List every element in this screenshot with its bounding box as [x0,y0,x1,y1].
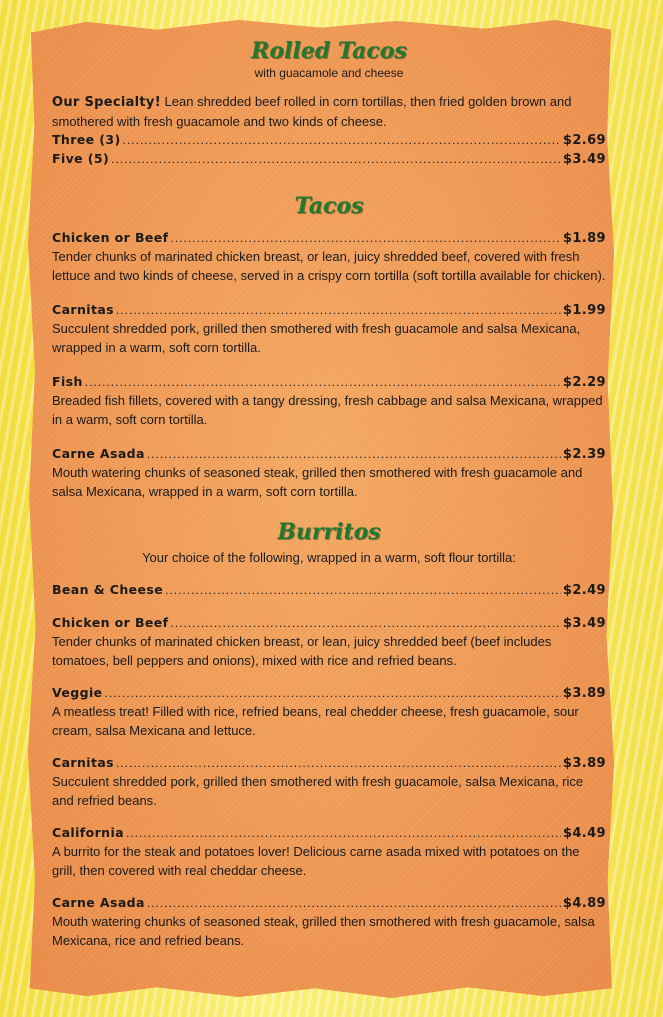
item-name: Bean & Cheese [52,582,164,597]
menu-item-row [52,150,606,169]
dot-leader [126,824,561,842]
rolled-tacos-subtitle: with guacamole and cheese [254,66,404,80]
tacos-section [52,191,606,501]
menu-item-row [52,301,606,320]
dot-leader [171,614,561,632]
item-price: $1.99 [562,303,606,318]
menu-item-row [52,229,606,248]
menu-content [52,36,606,964]
item-name: Carnitas [52,755,115,770]
burritos-title: Burritos [277,519,381,545]
menu-item [52,229,606,285]
item-name: California [52,825,124,840]
menu-item [52,581,606,600]
dot-leader [116,301,561,319]
menu-item-row [52,824,606,843]
item-price: $2.29 [562,375,606,390]
item-name: Veggie [52,685,103,700]
item-description: Mouth watering chunks of seasoned steak, grilled then smothered with fresh guacamole and salsa Mexicana, wrapped in a warm, soft corn tortilla. [52,465,583,499]
menu-item-row [52,614,606,633]
specialty-text: Lean shredded beef rolled in corn tortillas, then fried golden brown and smothered with fresh guacamole and two kinds of cheese. [52,94,572,129]
menu-item [52,684,606,740]
item-name: Carnitas [52,302,115,317]
item-description: Succulent shredded pork, grilled then smothered with fresh guacamole and salsa Mexicana, wrapped in a warm, soft corn tortilla. [52,321,581,355]
menu-item-row [52,445,606,464]
dot-leader [147,894,561,912]
item-name: Carne Asada [52,446,145,461]
menu-item-row [52,373,606,392]
item-description: Tender chunks of marinated chicken breast, or lean, juicy shredded beef (beef includes tomatoes, bell peppers and onions), mixed with rice and refried beans. [52,634,552,668]
item-price: $1.89 [562,231,606,246]
menu-item-row [52,754,606,773]
menu-item [52,894,606,950]
menu-item-row [52,581,606,600]
dot-leader [111,150,561,168]
item-name: Five (5) [52,151,110,166]
menu-item [52,373,606,429]
dot-leader [171,229,561,247]
item-price: $2.39 [562,447,606,462]
item-description: A meatless treat! Filled with rice, refried beans, real chedder cheese, fresh guacamole, sour cream, salsa Mexicana and lettuce. [52,704,579,738]
dot-leader [123,131,561,149]
dot-leader [165,581,561,599]
item-price: $4.49 [562,826,606,841]
item-name: Chicken or Beef [52,615,169,630]
item-name: Fish [52,374,83,389]
item-price: $3.49 [562,152,606,167]
item-name: Chicken or Beef [52,230,169,245]
item-price: $3.89 [562,686,606,701]
menu-item [52,824,606,880]
item-name: Carne Asada [52,895,145,910]
item-price: $3.89 [562,756,606,771]
item-description: Mouth watering chunks of seasoned steak, grilled then smothered with fresh guacamole, salsa Mexicana, rice and refried beans. [52,914,595,948]
item-price: $4.89 [562,896,606,911]
rolled-tacos-section [52,36,606,169]
item-description: Breaded fish fillets, covered with a tangy dressing, fresh cabbage and salsa Mexicana, wrapped in a warm, soft corn tortilla. [52,393,603,427]
item-description: Tender chunks of marinated chicken breast, or lean, juicy shredded beef, covered with fresh lettuce and two kinds of cheese, served in a crispy corn tortilla (soft tortilla available for chicken). [52,249,606,283]
item-name: Three (3) [52,132,121,147]
menu-item-row [52,684,606,703]
rolled-tacos-prices [52,131,606,169]
dot-leader [85,373,561,391]
dot-leader [105,684,561,702]
specialty-lead: Our Specialty! [52,95,161,110]
item-description: A burrito for the steak and potatoes lover! Delicious carne asada mixed with potatoes on the grill, then covered with real cheddar cheese. [52,844,580,878]
menu-item-row [52,894,606,913]
dot-leader [147,445,561,463]
tacos-title: Tacos [294,193,364,219]
menu-item [52,301,606,357]
rolled-tacos-title: Rolled Tacos [251,38,407,64]
item-price: $3.49 [562,616,606,631]
item-price: $2.49 [562,583,606,598]
burritos-section [52,517,606,950]
menu-item [52,445,606,501]
menu-item [52,614,606,670]
burritos-subtitle: Your choice of the following, wrapped in a warm, soft flour tortilla: [142,550,516,565]
specialty-description [52,92,606,131]
dot-leader [116,754,561,772]
item-price: $2.69 [562,133,606,148]
menu-item-row [52,131,606,150]
menu-item [52,754,606,810]
item-description: Succulent shredded pork, grilled then smothered with fresh guacamole, salsa Mexicana, rice and refried beans. [52,774,584,808]
